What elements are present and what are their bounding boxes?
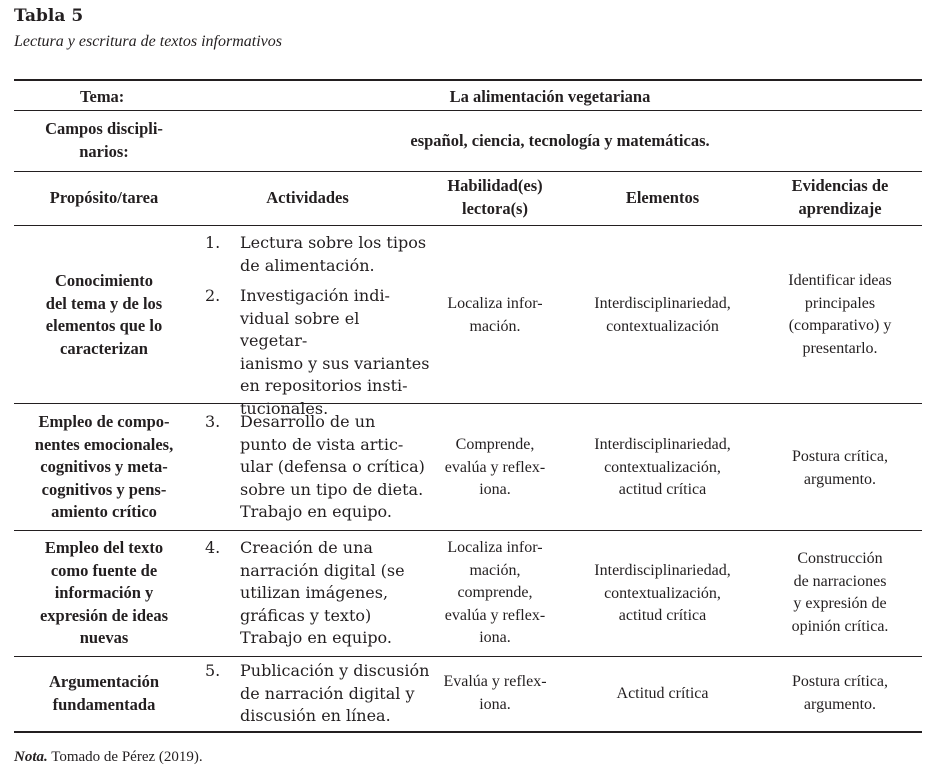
row-3-evidencias: Construcción de narraciones y expresión de opinión crítica. [791,550,889,635]
row-2-proposito: Empleo de compo- nentes emocionales, cognitivos y meta- cognitivos y pens- amiento crítico [34,412,174,521]
rule-after-header [14,225,922,226]
activity-1-number: 1. [205,233,221,252]
header-elementos: Elementos [625,188,700,207]
activity-5-number: 5. [205,661,221,680]
note-text: Tomado de Pérez (2019). [47,749,203,765]
row-2-habilidad: Comprende, evalúa y reflex- iona. [444,436,546,498]
row-4-elementos: Actitud crítica [616,685,709,702]
row-2-evidencias: Postura crítica, argumento. [792,448,888,488]
header-evidencias: Evidencias de aprendizaje [791,176,889,218]
row-3-proposito: Empleo del texto como fuente de información y expresión de ideas nuevas [39,538,169,647]
header-proposito: Propósito/tarea [49,188,159,207]
rule-after-campos [14,171,922,172]
row-4-habilidad: Evalúa y reflex- iona. [443,673,547,713]
activity-5-text: Publicación y discusión de narración digital y discusión en línea. [240,661,430,725]
activity-2-number: 2. [205,286,221,305]
rule-after-row-2 [14,530,922,531]
campos-label: Campos discipli- narios: [45,119,163,161]
row-3-elementos: Interdisciplinariedad, contextualización, actitud crítica [594,562,731,624]
activity-4-number: 4. [205,538,221,557]
table-title: Lectura y escritura de textos informativos [14,33,282,50]
table-number: Tabla 5 [14,6,84,26]
activity-1-text: Lectura sobre los tipos de alimentación. [240,233,427,275]
row-3-habilidad: Localiza infor- mación, comprende, evalúa y reflex- iona. [444,539,546,646]
row-4-proposito: Argumentación fundamentada [49,672,159,714]
note-label: Nota. [14,749,48,765]
row-1-habilidad: Localiza infor- mación. [447,295,543,335]
row-2-elementos: Interdisciplinariedad, contextualización, actitud crítica [594,436,731,498]
activity-3-number: 3. [205,412,221,431]
activity-3-text: Desarrollo de un punto de vista artic- ular (defensa o crítica) sobre un tipo de dieta. Trabajo en equipo. [240,412,425,521]
tema-value: La alimentación vegetariana [449,87,651,106]
activity-4-text: Creación de una narración digital (se utilizan imágenes, gráficas y texto) Trabajo en equipo. [240,538,405,647]
bottom-rule [14,731,922,733]
tema-label: Tema: [80,87,125,106]
header-actividades: Actividades [266,188,349,207]
rule-after-row-1 [14,403,922,404]
activity-2-text: Investigación indi- vidual sobre el vegetar- ianismo y sus variantes en repositorios insti- tucionales. [240,286,430,418]
row-1-evidencias: Identificar ideas principales (comparativo) y presentarlo. [788,272,892,357]
table-note [14,749,203,766]
header-habilidad: Habilidad(es) lectora(s) [447,176,543,218]
row-4-evidencias: Postura crítica, argumento. [792,673,888,713]
campos-value: español, ciencia, tecnología y matemáticas. [410,131,710,150]
rule-after-row-3 [14,656,922,657]
row-1-elementos: Interdisciplinariedad, contextualización [594,295,731,335]
rule-after-tema [14,110,922,111]
row-1-proposito: Conocimiento del tema y de los elementos que lo caracterizan [45,271,163,358]
top-rule [14,79,922,81]
